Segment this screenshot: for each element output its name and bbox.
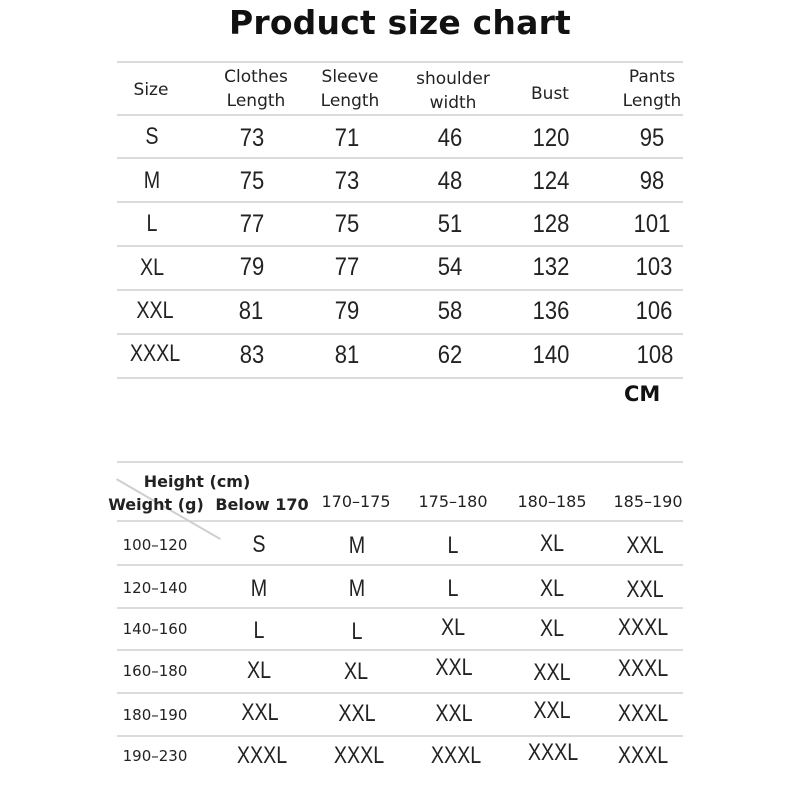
weight-range-cell: 140–160 — [122, 620, 188, 638]
bust-cell: 128 — [532, 210, 570, 238]
column-header-shoulder-width: shoulder width — [416, 69, 490, 113]
pants-length-cell: 98 — [639, 167, 665, 195]
shoulder-width-cell: 54 — [437, 253, 463, 281]
size-cell: XL — [539, 530, 565, 557]
table-divider — [117, 245, 683, 247]
column-header-pants-length: Pants Length — [622, 67, 682, 111]
table-divider — [117, 114, 683, 116]
column-header-sleeve-length: Sleeve Length — [320, 67, 380, 111]
size-cell: XXL — [241, 699, 279, 726]
weight-range-cell: 180–190 — [122, 706, 188, 724]
corner-label-weight: Weight (g) — [108, 495, 204, 514]
sleeve-length-cell: 81 — [334, 341, 360, 369]
shoulder-width-cell: 46 — [437, 124, 463, 152]
column-header-height: Below 170 — [215, 495, 309, 514]
page-title: Product size chart — [228, 3, 572, 42]
size-cell: XL — [539, 575, 565, 602]
sleeve-length-cell: 71 — [334, 124, 360, 152]
shoulder-width-cell: 51 — [437, 210, 463, 238]
size-cell: L — [146, 210, 158, 237]
pants-length-cell: 101 — [633, 210, 671, 238]
clothes-length-cell: 77 — [239, 210, 265, 238]
weight-range-cell: 190–230 — [122, 747, 188, 765]
size-cell: XXXL — [430, 742, 482, 769]
table-divider — [117, 607, 683, 609]
size-cell: XXL — [626, 532, 664, 559]
size-cell: XXL — [533, 659, 571, 686]
clothes-length-cell: 79 — [239, 253, 265, 281]
column-header-clothes-length: Clothes Length — [224, 67, 288, 111]
clothes-length-cell: 83 — [239, 341, 265, 369]
column-header-height: 170–175 — [321, 492, 391, 511]
table-divider — [117, 649, 683, 651]
table-divider — [117, 333, 683, 335]
clothes-length-cell: 75 — [239, 167, 265, 195]
shoulder-width-cell: 62 — [437, 341, 463, 369]
shoulder-width-cell: 48 — [437, 167, 463, 195]
size-cell: L — [447, 575, 459, 602]
size-cell: XL — [343, 658, 369, 685]
size-cell: XXXL — [527, 739, 579, 766]
bust-cell: 136 — [532, 297, 570, 325]
bust-cell: 120 — [532, 124, 570, 152]
sleeve-length-cell: 73 — [334, 167, 360, 195]
table-divider — [117, 735, 683, 737]
weight-range-cell: 120–140 — [122, 579, 188, 597]
pants-length-cell: 108 — [636, 341, 674, 369]
column-header-bust: Bust — [531, 84, 569, 104]
table-divider — [117, 377, 683, 379]
shoulder-width-cell: 58 — [437, 297, 463, 325]
size-cell: XXL — [626, 576, 664, 603]
size-cell: XXXL — [617, 614, 669, 641]
clothes-length-cell: 81 — [238, 297, 264, 325]
table-divider — [117, 520, 683, 522]
size-cell: XXL — [338, 700, 376, 727]
size-cell: XXXL — [236, 742, 288, 769]
table-divider — [117, 157, 683, 159]
bust-cell: 132 — [532, 253, 570, 281]
sleeve-length-cell: 75 — [334, 210, 360, 238]
weight-range-cell: 160–180 — [122, 662, 188, 680]
size-cell: XXXL — [617, 742, 669, 769]
size-cell: L — [351, 618, 363, 645]
weight-range-cell: 100–120 — [122, 536, 188, 554]
size-cell: M — [143, 167, 161, 194]
sleeve-length-cell: 79 — [334, 297, 360, 325]
size-cell: L — [253, 617, 265, 644]
size-cell: XXXL — [617, 655, 669, 682]
table-divider — [117, 289, 683, 291]
size-cell: XL — [139, 254, 165, 281]
size-cell: XXL — [533, 697, 571, 724]
size-cell: XXXL — [333, 742, 385, 769]
column-header-height: 180–185 — [517, 492, 587, 511]
column-header-size: Size — [133, 80, 169, 100]
size-cell: XL — [246, 657, 272, 684]
pants-length-cell: 95 — [639, 124, 665, 152]
table-divider — [117, 61, 683, 63]
bust-cell: 124 — [532, 167, 570, 195]
size-cell: XXXL — [617, 700, 669, 727]
size-cell: XXL — [435, 654, 473, 681]
pants-length-cell: 106 — [635, 297, 673, 325]
bust-cell: 140 — [532, 341, 570, 369]
column-header-height: 185–190 — [613, 492, 683, 511]
size-cell: M — [250, 575, 268, 602]
table-divider — [117, 564, 683, 566]
corner-label-height: Height (cm) — [143, 472, 251, 491]
size-cell: XL — [539, 615, 565, 642]
sleeve-length-cell: 77 — [334, 253, 360, 281]
size-cell: XXL — [435, 700, 473, 727]
size-cell: L — [447, 532, 459, 559]
size-cell: M — [348, 532, 366, 559]
column-header-height: 175–180 — [418, 492, 488, 511]
size-cell: S — [145, 123, 159, 150]
size-cell: XXXL — [129, 340, 181, 367]
pants-length-cell: 103 — [635, 253, 673, 281]
clothes-length-cell: 73 — [239, 124, 265, 152]
size-cell: S — [252, 531, 266, 558]
table-divider — [117, 692, 683, 694]
table-divider — [117, 201, 683, 203]
size-cell: XXL — [136, 297, 174, 324]
unit-label: CM — [624, 382, 661, 406]
size-cell: XL — [440, 614, 466, 641]
table-divider — [117, 461, 683, 463]
size-cell: M — [348, 575, 366, 602]
